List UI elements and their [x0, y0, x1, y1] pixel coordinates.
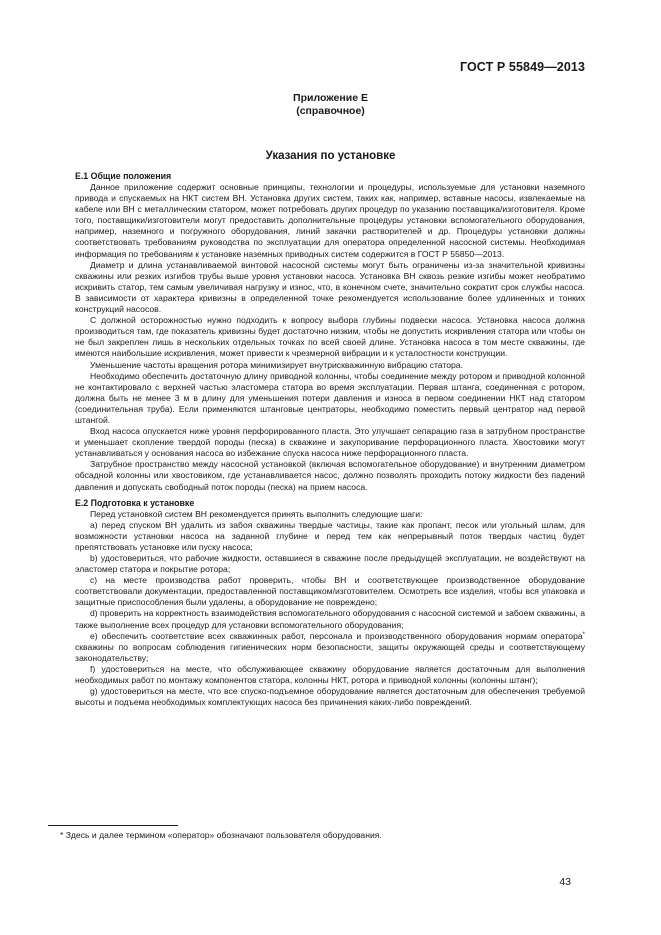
list-item-c: с) на месте производства работ проверить, чтобы ВН и соответствующее производственное оборудование соответствовали документации, предоставленной поставщиком/изготовителем. Осмотреть все изделия, чтобы вся упаковка и защитные приспособления были удалены, а оборудование не повреждено; — [75, 575, 585, 608]
footnote-divider — [48, 825, 178, 826]
list-item-a: а) перед спуском ВН удалить из забоя скважины твердые частицы, такие как пропант, песок или угольный шлам, для возможности установки насоса на заданной глубине и перед тем как непрерывный поток твердых частиц будет препятствовать установке или пуску насоса; — [75, 519, 585, 552]
list-item-e-text-end: скважины по вопросам соблюдения гигиенических норм безопасности, защиты окружающей среды и соответствующему законодательству; — [75, 641, 585, 663]
section-intro: Перед установкой систем ВН рекомендуется принять выполнить следующие шаги: — [90, 508, 423, 519]
paragraph: Вход насоса опускается ниже уровня перфорированного пласта. Это улучшает сепарацию газа в затрубном пространстве и уменьшает скопление твердой породы (песка) в скважине и закупоривание перфорационного пласта. Хвостовики могут устанавливаться у основания насоса во избежание спуска насоса ниже перфорационного пласта. — [75, 426, 585, 459]
section-heading-e1: Е.1 Общие положения — [75, 171, 172, 181]
section-heading-e2: Е.2 Подготовка к установке — [75, 497, 195, 508]
paragraph: Данное приложение содержит основные принципы, технологии и процедуры, используемые для установки наземного привода и спускаемых на НКТ систем ВН. Установка других систем, таких как, например, вставные насосы, извлекаемые на кабеле или ВН с металлическим статором, может потребовать других процедур по указанию поставщика/изготовителя. Кроме того, поставщики/изготовители могут предоставить дополнительные процедуры установки вспомогательного оборудования, например, наземного и погружного оборудования, линий закачки растворителей и др. Процедуры установки должны соответствовать требованиям руководства по эксплуатации для оператора определенной насосной системы. Необходимая информация по требованиям к установке наземных приводных систем содержится в ГОСТ Р 55850—2013. — [75, 182, 585, 259]
paragraph: Диаметр и длина устанавливаемой винтовой насосной системы могут быть ограничены из-за значительной кривизны скважины или резких изгибов трубы выше уровня установки насоса. Установка ВН сквозь резкие изгибы может необратимо искривить статор, тем самым увеличивая нагрузку и износ, что, в конечном счете, значительно сократит срок службы насоса. В зависимости от характера кривизны в определенной точке рекомендуется использование более удлиненных и тонких конструкций насосов. — [75, 259, 585, 315]
appendix-heading — [0, 92, 661, 118]
list-item-g: g) удостовериться на месте, что все спуско-подъемное оборудование является достаточным для обеспечения требуемой высоты и подъема необходимых комплектующих насоса без причинения каких-либо повреждений. — [75, 686, 585, 708]
paragraph: Необходимо обеспечить достаточную длину приводной колонны, чтобы соединение между ротором и приводной колонной не контактировало с верхней частью эластомера статора во время эксплуатации. Первая штанга, соединенная с ротором, должна быть не менее 3 м в длину для уменьшения потери давления и износа в первом соединении НКТ над статором (соединительная труба). Если применяются штанговые центраторы, необходимо поместить первый центратор над первой штангой. — [75, 370, 585, 425]
standard-code: ГОСТ Р 55849—2013 — [459, 60, 585, 74]
paragraph: Уменьшение частоты вращения ротора минимизирует внутрискважинную вибрацию статора. — [90, 359, 463, 370]
list-item-e-text: е) обеспечить соответствие всех скважинных работ, персонала и производственного оборудования нормам оператора — [90, 630, 583, 641]
page-title: Указания по установке — [265, 150, 396, 162]
footnote: * Здесь и далее термином «оператор» обозначают пользователя оборудования. — [60, 830, 382, 840]
main-content — [75, 170, 585, 708]
paragraph: С должной осторожностью нужно подходить к вопросу выбора глубины подвески насоса. Установка насоса должна производиться там, где показатель кривизны будет достаточно низким, чтобы не допустить искривления статора или чтобы он не был закреплен лишь в нескольких отдельных точках по всей своей длине. Установка насоса в том месте скважины, где имеются наибольшие искривления, может привести к чрезмерной вибрации и к усталостности конструкции. — [75, 315, 585, 359]
list-item-b: b) удостовериться, что рабочие жидкости, оставшиеся в скважине после предыдущей эксплуатации, не воздействуют на эластомер статора и покрытие ротора; — [75, 553, 585, 575]
appendix-subtitle: (справочное) — [296, 105, 365, 117]
list-item-e — [75, 631, 585, 664]
appendix-title: Приложение Е — [293, 92, 368, 104]
list-item-d: d) проверить на корректность взаимодействия вспомогательного оборудования с насосной системой и забоем скважины, а также выполнение всех процедур для установки вспомогательного оборудования; — [75, 608, 585, 630]
list-item-f: f) удостовериться на месте, что обслуживающее скважину оборудование является достаточным для выполнения необходимых работ по монтажу компонентов статора, колонны НКТ, ротора и приводной колонны (колонны штанг); — [75, 663, 585, 686]
page-number: 43 — [559, 876, 571, 888]
footnote-marker: * — [582, 631, 585, 638]
paragraph: Затрубное пространство между насосной установкой (включая вспомогательное оборудование) и внутренним диаметром обсадной колонны или хвостовиком, где устанавливается насос, должно позволять проходить потоку жидкости без падений давления и допускать свободный поток породы (песка) на прием насоса. — [75, 459, 585, 492]
